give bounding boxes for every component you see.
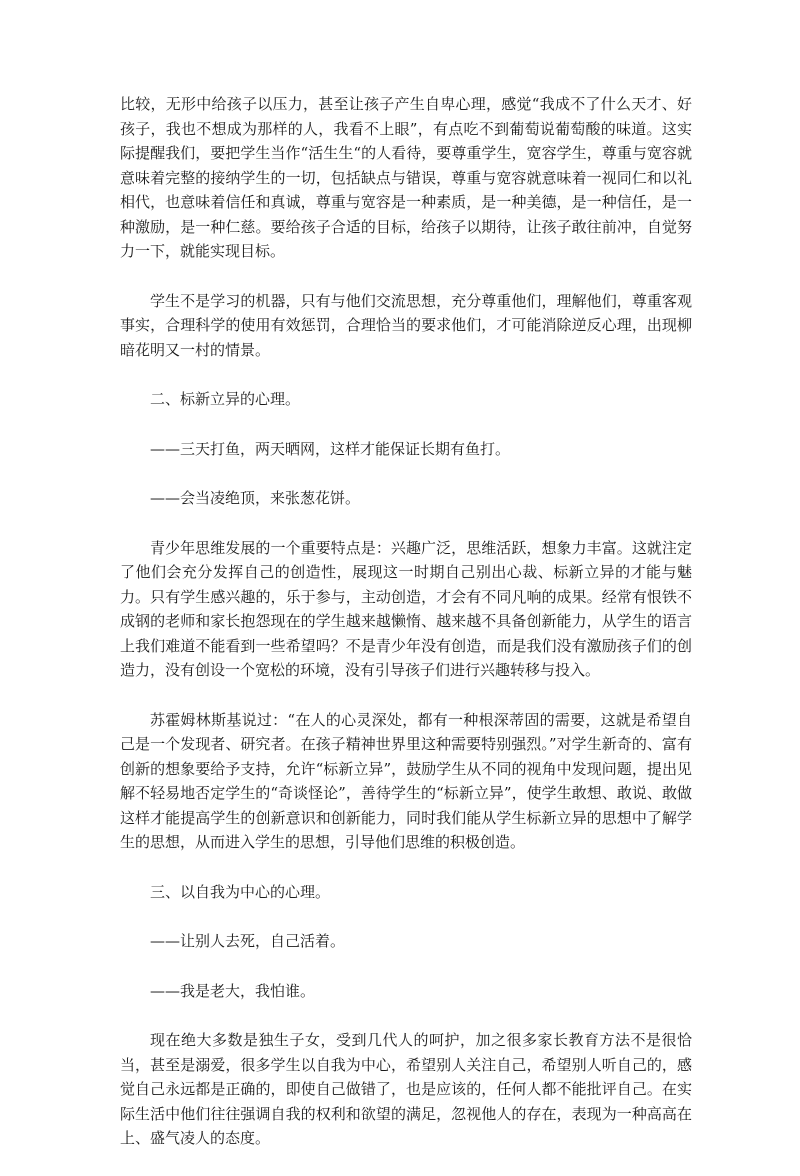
quote-line: ——会当凌绝顶，来张葱花饼。 [150, 489, 361, 507]
quote-line: ——让别人去死，自己活着。 [150, 932, 346, 950]
quote-line: ——我是老大，我怕谁。 [150, 981, 316, 1000]
paragraph-sukhomlinsky: 苏霍姆林斯基说过：“在人的心灵深处，都有一种根深蒂固的需要，这就是希望自己是一个发现者、研究者。在孩子精神世界里这种需要特别强烈。”对学生新奇的、富有创新的想象要给予支持，允许“标新立异”，鼓励学生从不同的视角中发现问题，提出见解不轻易地否定学生的“奇谈怪论”，善待学生的“标新立异”，使学生敢想、敢说、敢做这样才能提高学生的创新意识和创新能力，同时我们能从学生标新立异的思想中了解学生的思想，从而进入学生的思想，引导他们思维的积极创造。 [120, 710, 692, 851]
paragraph-not-learning-machine: 学生不是学习的机器，只有与他们交流思想，充分尊重他们，理解他们，尊重客观事实，合理科学的使用有效惩罚，合理恰当的要求他们，才可能消除逆反心理，出现柳暗花明又一村的情景。 [120, 291, 692, 359]
section-heading-novelty: 二、标新立异的心理。 [150, 390, 301, 408]
section-heading-self-centered: 三、以自我为中心的心理。 [150, 882, 331, 901]
paragraph-youth-thinking: 青少年思维发展的一个重要特点是：兴趣广泛，思维活跃，想象力丰富。这就注定了他们会充分发挥自己的创造性，展现这一时期自己别出心裁、标新立异的才能与魅力。只有学生感兴趣的，乐于参与，主动创造，才会有不同凡响的成果。经常有恨铁不成钢的老师和家长抱怨现在的学生越来越懒惰、越来越不具备创新能力，从学生的语言上我们难道不能看到一些希望吗？不是青少年没有创造，而是我们没有激励孩子们的创造力，没有创设一个宽松的环境，没有引导孩子们进行兴趣转移与投入。 [120, 538, 692, 679]
paragraph-only-children: 现在绝大多数是独生子女，受到几代人的呵护，加之很多家长教育方法不是很恰当，甚至是溺爱，很多学生以自我为中心，希望别人关注自己，希望别人听自己的，感觉自己永远都是正确的，即使自己做错了，也是应该的，任何人都不能批评自己。在实际生活中他们往往强调自我的权利和欲望的满足，忽视他人的存在，表现为一种高高在上、盛气凌人的态度。 [120, 1031, 692, 1147]
quote-line: ——三天打鱼，两天晒网，这样才能保证长期有鱼打。 [150, 439, 511, 458]
paragraph-respect-tolerance: 比较，无形中给孩子以压力，甚至让孩子产生自卑心理，感觉“我成不了什么天才、好孩子，我也不想成为那样的人，我看不上眼”，有点吃不到葡萄说葡萄酸的味道。这实际提醒我们，要把学生当作“活生生“的人看待，要尊重学生，宽容学生，尊重与宽容就意味着完整的接纳学生的一切，包括缺点与错误，尊重与宽容就意味着一视同仁和以礼相代，也意味着信任和真诚，尊重与宽容是一种素质，是一种美德，是一种信任，是一种激励，是一种仁慈。要给孩子合适的目标，给孩子以期待，让孩子敢往前冲，自觉努力一下，就能实现目标。 [120, 95, 692, 260]
document-page [120, 92, 692, 1176]
